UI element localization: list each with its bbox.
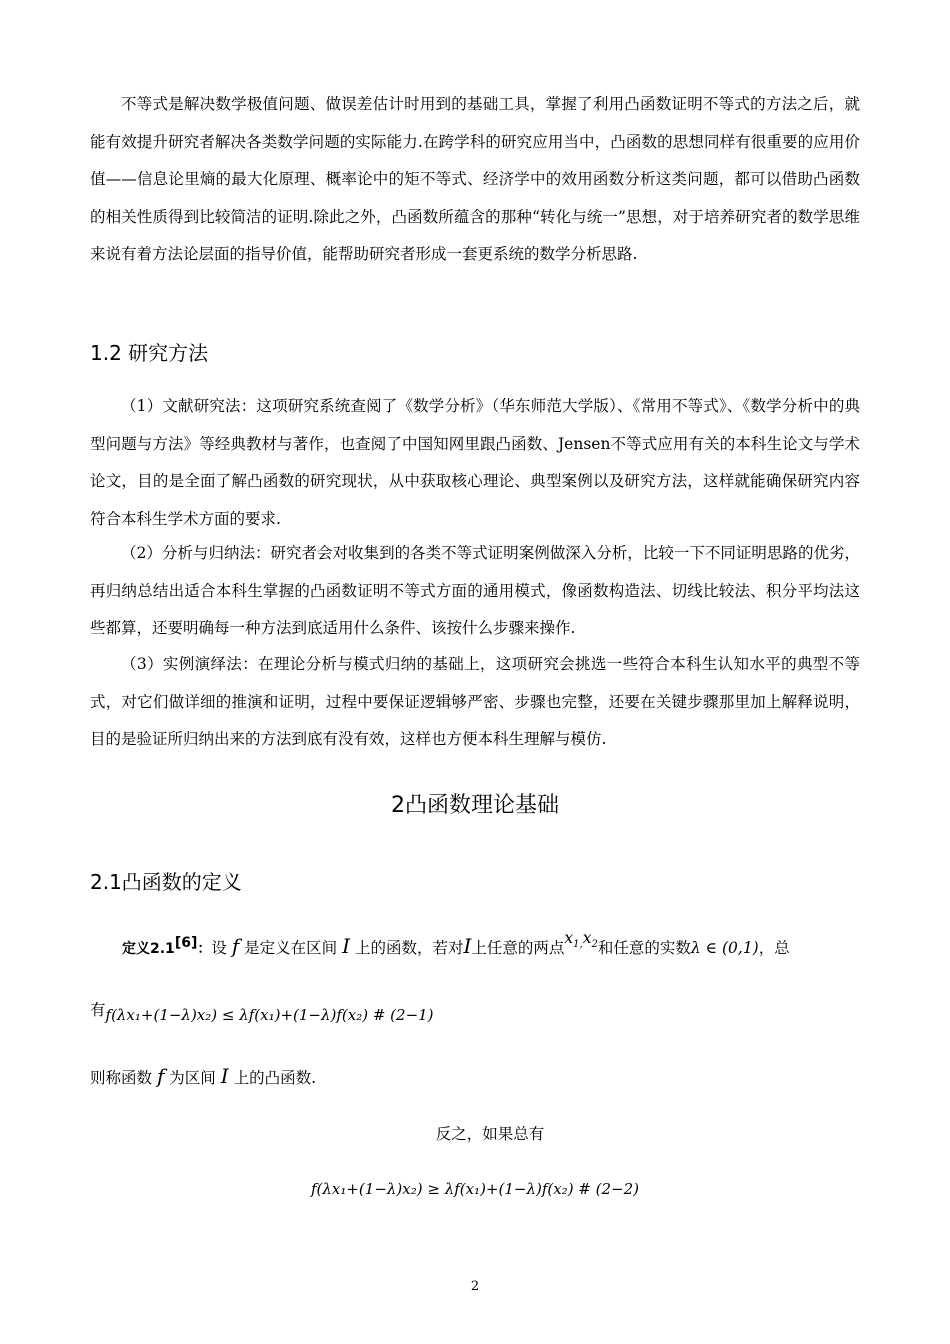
math-interval-I: I (342, 934, 351, 958)
conclusion-text-a: 则称函数 (90, 1069, 153, 1087)
formula-2-2-line (0, 1180, 950, 1198)
converse-text: 反之，如果总有 (435, 1125, 545, 1143)
citation-ref: [6] (174, 934, 198, 951)
method-item-literature: （1）文献研究法：这项研究系统查阅了《数学分析》（华东师范大学版）、《常用不等式》、《数学分析中的典型问题与方法》等经典教材与著作，也查阅了中国知网里跟凸函数、Jensen不等式应用有关的本科生论文与学术论文，目的是全面了解凸函数的研究现状，从中获取核心理论、典型案例以及研究方法，这样就能确保研究内容符合本科生学术方面的要求. (90, 397, 860, 528)
section-heading-research-methods: 1.2 研究方法 (90, 341, 209, 365)
formula-2-2: f(λx₁+(1−λ)x₂) ≥ λf(x₁)+(1−λ)f(x₂) # (2−2) (310, 1180, 640, 1198)
section-heading-definition: 2.1凸函数的定义 (90, 870, 242, 894)
def-text-2: 是定义在区间 (244, 939, 338, 957)
definition-conclusion (90, 1064, 316, 1088)
method-item-analysis: （2）分析与归纳法：研究者会对收集到的各类不等式证明案例做深入分析，比较一下不同证明思路的优劣，再归纳总结出适合本科生掌握的凸函数证明不等式方面的通用模式，像函数构造法、切线比较法、积分平均法这些都算，还要明确每一种方法到底适用什么条件、该按什么步骤来操作. (90, 544, 860, 637)
method-item-deduction: （3）实例演绎法：在理论分析与模式归纳的基础上，这项研究会挑选一些符合本科生认知水平的典型不等式，对它们做详细的推演和证明，过程中要保证逻辑够严密、步骤也完整，还要在关键步骤那里加上解释说明，目的是验证所归纳出来的方法到底有没有效，这样也方便本科生理解与模仿. (90, 655, 860, 748)
def-text-1: 设 (211, 939, 227, 957)
page-number: 2 (470, 1279, 480, 1294)
definition-colon: ： (197, 941, 212, 957)
definition-line (122, 929, 790, 960)
math-points-x1-x2: $x_{1,}x_2$ (564, 929, 598, 951)
conclusion-text-c: 上的凸函数. (233, 1069, 317, 1087)
math-interval-I-3: I (220, 1064, 229, 1088)
def-text-6: ，总 (758, 939, 790, 957)
def-text-3: 上的函数，若对 (354, 939, 464, 957)
intro-paragraph: 不等式是解决数学极值问题、做误差估计时用到的基础工具，掌握了利用凸函数证明不等式的方法之后，就能有效提升研究者解决各类数学问题的实际能力.在跨学科的研究应用当中，凸函数的思想同样有很重要的应用价值——信息论里熵的最大化原理、概率论中的矩不等式、经济学中的效用函数分析这类问题，都可以借助凸函数的相关性质得到比较简洁的证明.除此之外，凸函数所蕴含的那种“转化与统一”思想，对于培养研究者的数学思维来说有着方法论层面的指导价值，能帮助研究者形成一套更系统的数学分析思路. (90, 95, 860, 263)
chapter-heading: 2凸函数理论基础 (391, 793, 559, 818)
math-f-2: f (156, 1064, 165, 1088)
math-lambda-range: λ ∈ (0,1) (690, 939, 759, 957)
def-text-5: 和任意的实数 (597, 939, 691, 957)
def-text-7: 有 (90, 1001, 106, 1019)
formula-2-1-line (90, 1003, 434, 1025)
math-f: f (231, 934, 240, 958)
conclusion-text-b: 为区间 (169, 1069, 216, 1087)
def-text-4: 上任意的两点 (471, 939, 565, 957)
formula-2-1: f(λx₁+(1−λ)x₂) ≤ λf(x₁)+(1−λ)f(x₂) # (2−1) (105, 1006, 434, 1024)
math-interval-I-2: I (463, 934, 472, 958)
definition-label: 定义2.1 (122, 941, 175, 957)
